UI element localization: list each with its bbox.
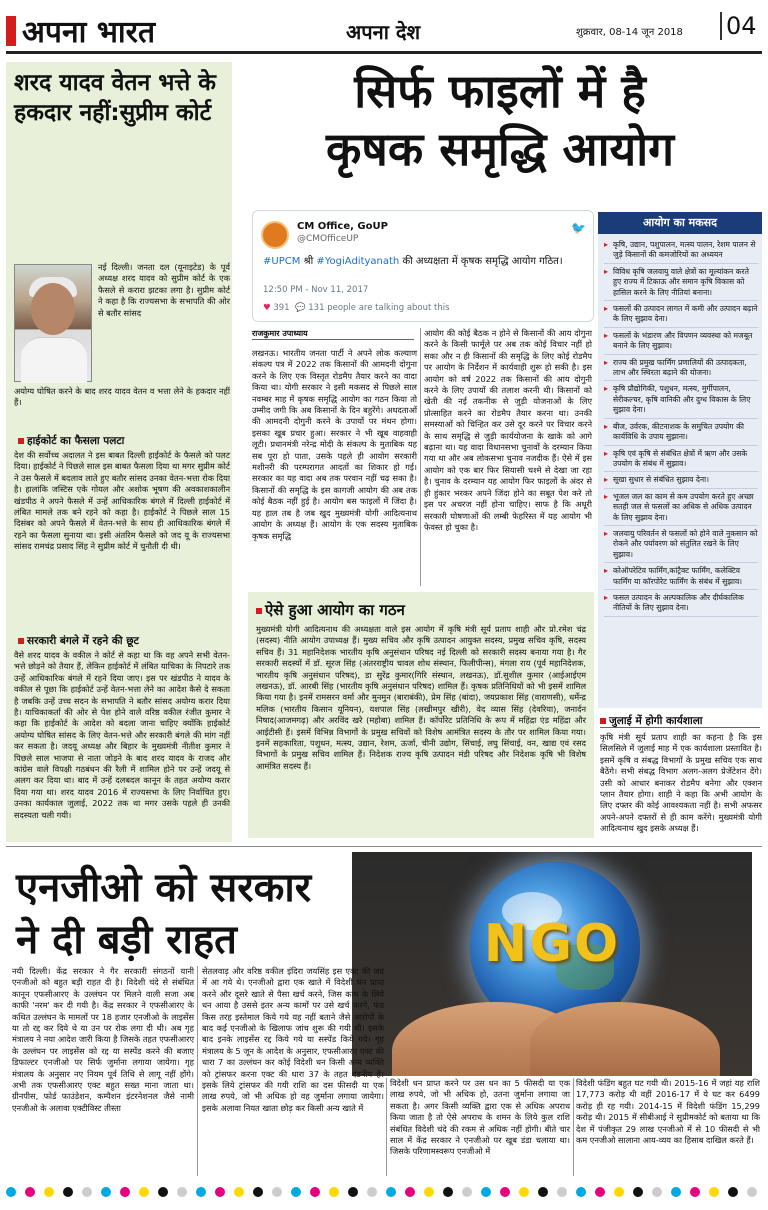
- registration-dot: [310, 1187, 320, 1197]
- heart-icon: ♥: [263, 303, 271, 313]
- registration-dot: [158, 1187, 168, 1197]
- registration-dot: [120, 1187, 130, 1197]
- registration-dot: [690, 1187, 700, 1197]
- sidebar-story: [6, 62, 232, 842]
- registration-dot: [728, 1187, 738, 1197]
- sidebar-subhead-2: सरकारी बंगले में रहने की छूट: [18, 634, 139, 648]
- hashtag-yogi: #YogiAdityanath: [316, 256, 400, 267]
- tweet-avatar: [261, 221, 289, 249]
- registration-dot: [329, 1187, 339, 1197]
- registration-dot: [614, 1187, 624, 1197]
- column-rule: [573, 1078, 574, 1176]
- ngo-image: [352, 852, 752, 1076]
- ngo-headline: एनजीओ को सरकार ने दी बड़ी राहत: [16, 865, 312, 963]
- list-item: ▸ फसलों के भंडारण और विपणन व्यवस्था को मजबूत बनाने के लिए सुझाव।: [604, 331, 758, 355]
- registration-dot: [101, 1187, 111, 1197]
- ayog-objective-box: [598, 212, 762, 708]
- tweet-likes: 391: [273, 303, 290, 313]
- ngo-article-col-3: विदेशी धन प्राप्त करने पर उस धन का 5 फीसदी या एक लाख रुपये, जो भी अधिक हो, उतना जुर्माना लगाया जा सकता है। अगर किसी व्यक्ति द्वारा एक से अधिक अपराध किया जाता है तो ऐसे अपराध के शमन के लिये कुल राशि संबंधित विदेशी चंदे की रकम से अधिक नहीं होगी। बीते चार साल में केंद्र सरकार ने एनजीओ पर खूब डंडा चलाया था। जिसके परिणामस्वरूप एनजीओ में: [390, 1078, 570, 1157]
- brand-bar: [6, 16, 16, 46]
- registration-dot: [462, 1187, 472, 1197]
- registration-dot: [576, 1187, 586, 1197]
- registration-dot: [595, 1187, 605, 1197]
- brand-text: अपना भारत: [22, 15, 156, 50]
- registration-dot: [557, 1187, 567, 1197]
- sharad-yadav-photo: [14, 264, 92, 382]
- sidebar-intro-cont: अयोग्य घोषित करने के बाद शरद यादव वेतन व भत्ता लेने के हकदार नहीं हैं।: [14, 386, 230, 408]
- registration-dot: [386, 1187, 396, 1197]
- sidebar-body-1: देश की सर्वोच्च अदालत ने इस बाबत दिल्ली हाईकोर्ट के फैसले को पलट दिया। हाईकोर्ट ने पिछले साल इस बाबत फैसला दिया था मगर सुप्रीम कोर्ट ने उस फैसले में बदलाव लाते हुए बतौर सांसद उनका वेतन-भत्ता रोक दिया है। हालांकि जस्टिस एके गोयल और अशोक भूषण की अवकाशकालीन खंडपीठ ने अपने फैसले में उन्हें आधिकारिक बंगले में दिल्ली हाईकोर्ट में लंबित मामले तक बने रहने को कहा है। हाईकोर्ट ने पिछले साल 15 दिसंबर को अपने फैसले में वेतन-भत्ते के साथ ही आधिकारिक बंगले में रहने का फैसला सुनाया था। इसी अंतरिम फैसले को जद यू के राज्यसभा सांसद रामचंद्र प्रसाद सिंह ने सुप्रीम कोर्ट में चुनौती दी थी।: [14, 450, 230, 552]
- registration-dot: [633, 1187, 643, 1197]
- tweet-footer: [263, 303, 450, 313]
- print-registration-dots: [6, 1184, 762, 1200]
- ayog-box-heading: आयोग का मकसद: [598, 212, 762, 234]
- formation-body: मुख्यमंत्री योगी आदित्यनाथ की अध्यक्षता वाले इस आयोग में कृषि मंत्री सूर्य प्रताप शाही और प्रो.रमेश चंद्र (सदस्य) नीति आयोग उपाध्यक्ष हैं। मुख्य सचिव और कृषि उत्पादन आयुक्त सदस्य, प्रमुख सचिव कृषि, सदस्य सचिव हैं। 31 महानिदेशक भारतीय कृषि अनुसंधान परिषद नई दिल्ली को सरकारी सदस्य बनाया गया है। गैर सरकारी सदस्यों में डॉ. सूरज सिंह (अंतरराष्ट्रीय चावल शोध संस्थान, फिलीपीन्स), मंगला राय (पूर्व महानिदेशक, भारतीय कृषि अनुसंधान परिषद), डा सुरेंद्र कुमार(गिरि संस्थान, लखनऊ), डॉ.सुशील कुमार (आईआईएम लखनऊ), डॉ. आरबी सिंह (भारतीय कृषि अनुसंधान परिषद) शामिल हैं। कृषक प्रतिनिधियों को भी इसमें शामिल किया गया है। इनमें रामसरन वर्मा और मुनमुन (बाराबंकी), प्रेम सिंह (बांदा), जयप्रकाश सिंह (वाराणसी), धर्मेन्द्र मलिक (भारतीय किसान यूनियन), यशपाल सिंह (लखीमपुर खीरी), वेद व्यास सिंह (देवरिया), जनार्दन निषाद(आजमगढ़) और अरविंद खरे (महोबा) शामिल हैं। कॉर्पोरेट प्रतिनिधि के रूप में महिंद्रा एंड महिंद्रा और आईटीसी हैं। इसमें विभिन्न विभागों के प्रमुख सचिवों को विशेष आमंत्रित सदस्य के तौर पर शामिल किया गया। इनमें सहकारिता, पशुधन, मत्स्य, उद्यान, रेशम, ऊर्जा, चीनी उद्योग, सिंचाई, लघु सिंचाई, वन, खाद्य एवं रसद विभागों के प्रमुख सचिव शामिल हैं। निदेशक राज्य कृषि उत्पादन मंडी परिषद और निदेशक कृषि भी विशेष आमंत्रित सदस्य हैं।: [256, 624, 586, 771]
- bullet-square-icon: [18, 638, 24, 644]
- right-hand: [530, 1002, 720, 1076]
- section-separator: [6, 846, 762, 847]
- list-item: ▸ राज्य की प्रमुख फार्मिंग प्रणालियों की उत्पादकता, लाभ और स्थिरता बढ़ाने की योजना।: [604, 358, 758, 382]
- list-item: ▸ भूजल जल का काम से कम उपयोग करते हुए अच्छा सतही जल से फसलों का अधिक से अधिक उत्पादन के लिए सुझाव देना।: [604, 492, 758, 526]
- registration-dot: [139, 1187, 149, 1197]
- registration-dot: [215, 1187, 225, 1197]
- main-headline-line-1: सिर्फ फाइलों में है: [354, 64, 646, 118]
- bullet-square-icon: [256, 608, 262, 614]
- list-item: ▸ कोऑपरेटिव फार्मिंग,कांट्रैक्ट फार्मिंग, कलेक्टिव फार्मिंग या कॉरपोरेट फार्मिंग के संबंध में सुझाव।: [604, 566, 758, 590]
- list-item: ▸ विविध कृषि जलवायु वाले क्षेत्रों का मूल्यांकन करते हुए राज्य में टिकाऊ और समान कृषि विकास को हासिल करने के लिए नीतियां बनाना।: [604, 267, 758, 301]
- registration-dot: [272, 1187, 282, 1197]
- byline: राजकुमार उपाध्याय: [252, 329, 308, 338]
- registration-dot: [196, 1187, 206, 1197]
- ayog-formation-box: [248, 592, 594, 838]
- bullet-square-icon: [18, 438, 24, 444]
- registration-dot: [481, 1187, 491, 1197]
- sidebar-headline: शरद यादव वेतन भत्ते के हकदार नहीं:सुप्रीम कोर्ट: [14, 70, 216, 126]
- list-item: ▸ सूखा सुधार से संबंधित सुझाव देना।: [604, 475, 758, 488]
- registration-dot: [6, 1187, 16, 1197]
- dateline: शुक्रवार, 08-14 जून 2018: [576, 27, 683, 38]
- list-item: ▸ जलवायु परिवर्तन से फसलों को होने वाले नुकसान को रोकने और पर्यावरण को संतुलित रखने के लिए सुझाव।: [604, 529, 758, 563]
- sidebar-intro: नई दिल्ली। जनता दल (यूनाइटेड) के पूर्व अध्यक्ष शरद यादव को सुप्रीम कोर्ट के एक फैसले से करारा झटका लगा है। सुप्रीम कोर्ट ने कहा है कि राज्यसभा के सभापति की ओर से बतौर सांसद: [98, 262, 230, 318]
- registration-dot: [671, 1187, 681, 1197]
- list-item: ▸ बीज, उर्वरक, कीटनाशक के समुचित उपयोग की कार्यविधि के उपाय सुझाना।: [604, 422, 758, 446]
- hashtag-upcm: #UPCM: [263, 256, 301, 267]
- tweet-time: 12:50 PM - Nov 11, 2017: [263, 285, 369, 295]
- sidebar-subhead-1: हाईकोर्ट का फैसला पलटा: [18, 434, 124, 448]
- registration-dot: [177, 1187, 187, 1197]
- formation-title: ऐसे हुआ आयोग का गठन: [256, 600, 405, 620]
- july-workshop-body: कृषि मंत्री सूर्य प्रताप शाही का कहना है कि इस सिलसिले में जुलाई माह में एक कार्यशाला प्रस्तावित है। इसमें कृषि व संबद्ध विभागों के प्रमुख सचिव एक साथ बैठेंगे। सभी संबद्ध विभाग अलग-अलग प्रेजेंटेशन देंगे। उसी को आधार बनाकर रोडमैप बनेगा और एक्शन प्लान तैयार होगा। शाही ने कहा कि अभी आयोग के लिए दफ्तर की कोई आवश्यकता नहीं है। सभी अफसर अपने-अपने दफ्तरों से ही काम करेंगे। मुख्यमंत्री योगी आदित्यनाथ खुद इसके अध्यक्ष हैं।: [600, 732, 762, 834]
- comment-icon: 💬: [294, 303, 306, 313]
- masthead: [6, 8, 762, 54]
- column-rule: [420, 328, 421, 586]
- registration-dot: [747, 1187, 757, 1197]
- list-item: ▸ कृषि, उद्यान, पशुपालन, मत्स्य पालन, रेशम पालन से जुड़े किसानों की कमजोरियों का अध्ययन: [604, 240, 758, 264]
- registration-dot: [405, 1187, 415, 1197]
- ngo-article-col-2: सेतलवाड़ और वरिष्ठ वकील इंदिरा जयसिंह इस एक्ट की जद में आ गये थे। एनजीओ द्वारा एक खाते में विदेशी धन प्राप्त करने और दूसरे खाते से पैसा खर्च करने, जिस काम के लिये धन आया है उससे इतर अन्य कामों पर उसे खर्च करने, फंड किस तरह इस्तेमाल किये गये यह नहीं बताने जैसे आरोपों के बाद कई एनजीओ के खिलाफ जांच शुरू की गयी थी। इसके बाद इनके लाइसेंस रद्द किये गये या सस्पेंड किये गये। गृह मंत्रालय के 5 जून के आदेश के अनुसार, एफसीआरए एक्ट की धारा 7 का उल्लंघन कर कोई विदेशी धन किसी अन्य व्यक्ति को ट्रांसफर करना एक्ट की धारा 37 के तहत दंडनीय है। इसके लिये ट्रांसफर की गयी राशि का दस फीसदी या एक लाख रुपये, जो भी अधिक हो वह जुर्माना लगाया जायेगा। इसके अलावा नियत खाता छोड़ कर किसी अन्य खाते में: [202, 966, 384, 1113]
- tweet-talking: 131 people are talking about this: [308, 303, 450, 313]
- registration-dot: [44, 1187, 54, 1197]
- page-number: 04: [720, 12, 757, 40]
- list-item: ▸ कृषि प्रौद्योगिकी, पशुधन, मत्स्य, मुर्गीपालन, सेरीकल्चर, कृषि वानिकी और दुग्ध विकास के लिए सुझाव देना।: [604, 384, 758, 418]
- registration-dot: [82, 1187, 92, 1197]
- ayog-objective-list: [604, 240, 758, 620]
- section-title: अपना देश: [346, 20, 421, 44]
- ngo-image-word: NGO: [483, 914, 621, 974]
- main-article-col-2: आयोग की कोई बैठक न होने से किसानों की आय दोगुना करने के किसी फार्मूले पर अब तक कोई विचार नहीं हो सका और न ही किसानों की समृद्धि के लिए कोई रोडमैप पर आयोग के निर्देशन में कार्यवाही शुरू हो सकी है। इस आयोग को वर्ष 2022 तक किसानों की आय दोगुनी करने के लिए उपायों की तलाश करनी थी। किसानों को खेती की नई तकनीक से जुड़ी योजनाओं के लिए प्रोत्साहित करने का रोडमैप तैयार करना था। उनकी समस्याओं को चिन्हित कर उसे दूर करने पर विचार करने के साथ समृद्धि से जुड़ी कार्ययोजना के खाके को आगे बढ़ाना था। यह वादा विधानसभा चुनावों के दरम्यान किया गया था और अब लोकसभा चुनाव नजदीक हैं। ऐसे में इस आयोग को एक बार फिर सियासी चश्मे से देखा जा रहा है। चुनाव के दरम्यान यह आयोग फिर फाइलों के अंदर से ही हुंकार भरकर अपने जिंदा होने का सबूत पेश करे तो इस पर अचरज नहीं होना चाहिए। साफ है कि अधूरी सरकारी घोषणाओं की लम्बी फेहरिस्त में यह आयोग भी फेवस्त हो चुका है।: [424, 328, 592, 532]
- list-item: ▸ कृषि एवं कृषि से संबंधित क्षेत्रों में ऋण और उसके उपयोग के संबंध में सुझाव।: [604, 449, 758, 473]
- tweet-card: [252, 210, 594, 322]
- registration-dot: [63, 1187, 73, 1197]
- july-workshop-heading: जुलाई में होगी कार्यशाला: [600, 714, 703, 728]
- registration-dot: [709, 1187, 719, 1197]
- list-item: ▸ फसल उत्पादन के अल्पकालिक और दीर्घकालिक नीतियों के लिए सुझाव देना।: [604, 593, 758, 617]
- tweet-name: CM Office, GoUP: [297, 221, 388, 232]
- registration-dot: [519, 1187, 529, 1197]
- main-article-col-1: लखनऊ। भारतीय जनता पार्टी ने अपने लोक कल्याण संकल्प पत्र में 2022 तक किसानों की आमदनी दोगुना करने के लिए एक विस्तृत रोडमैप तैयार करने का वादा किया था। योगी सरकार ने इसी मकसद से पिछले साल नवम्बर माह में कृषक समृद्धि आयोग का गठन किया तो उम्मीद जगी कि अब किसानों के दिन बहुरेंगे। अधदताओं की आमदनी दोगुनी करने के उपायों पर मंथन होगा। इसका खूब प्रचार हुआ। सरकार ने भी खूब वाहवाही लूटी। प्रधानमंत्री नरेन्द्र मोदी के संकल्प के मुताबिक यह सब पूरा हो पाता, उसके पहले ही आयोग सरकारी मशीनरी की परम्परागत आदतों का शिकार हो गई। सरकार का यह वादा अब तक परवान नहीं चढ़ सका है। किसानों की समृद्धि के इस कागजी आयोग की अब तक कोई बैठक नहीं हुई है। आयोग बस फाइलों में जिंदा है। यह हाल तब है जब खुद मुख्यमंत्री योगी आदित्यनाथ आयोग के अध्यक्ष हैं। आयोग के एक सदस्य मुताबिक कृषक समृद्धि: [252, 348, 417, 541]
- registration-dot: [367, 1187, 377, 1197]
- main-headline-line-2: कृषक समृद्धि आयोग: [325, 122, 675, 176]
- ngo-article-col-1: नयी दिल्ली। केंद्र सरकार ने गैर सरकारी संगठनों यानी एनजीओ को बहुत बड़ी राहत दी है। विदेशी चंदे से संबंधित कानून एफसीआरए के उल्लंघन पर मिलने वाली सजा अब काफी 'नरम' कर दी गयी है। केंद्र सरकार ने एफसीआरए के कथित उल्लंघन के मामलों पर 18 हजार एनजीओ के लाइसेंस या तो रद्द कर दिये थे या उन पर रोक लगा दी थी। अब गृह मंत्रालय ने नया आदेश जारी किया है जिसके तहत एफसीआरए के उल्लंघन पर लाइसेंस को रद्द या सस्पेंड करने की बजाए डिफाल्टर एनजीओ पर सिर्फ जुर्माना लगाया जायेगा। गृह मंत्रालय के अनुसार नए नियम पूर्व तिथि से लागू नहीं होंगे। अभी तक एफसीआरए एक्ट बहुत सख्त माना जाता था। ग्रीनपीस, फोर्ड फाउंडेशन, कम्पैशन इंटरनेशनल जैसे नामी एनजीओ के अलावा एक्टीविस्ट तीस्ता: [12, 966, 194, 1113]
- tweet-handle: @CMOfficeUP: [297, 234, 359, 244]
- registration-dot: [652, 1187, 662, 1197]
- registration-dot: [538, 1187, 548, 1197]
- bullet-square-icon: [600, 718, 606, 724]
- registration-dot: [443, 1187, 453, 1197]
- july-rule: [600, 727, 760, 728]
- ngo-article-col-4: विदेशी फंडिंग बहुत घट गयी थी। 2015-16 में जहां यह राशि 17,773 करोड़ थी वहीं 2016-17 में ये घट कर 6499 करोड़ ही रह गयी। 2014-15 में विदेशी फंडिंग 15,299 करोड़ थी। 2015 में सीबीआई ने सुप्रीमकोर्ट को बताया था कि देश में पंजीकृत 29 लाख एनजीओ में से 10 फीसदी से भी कम एनजीओ सालाना आय-व्यय का हिसाब दाखिल करते हैं।: [576, 1078, 760, 1146]
- twitter-bird-icon: 🐦: [571, 221, 586, 235]
- registration-dot: [500, 1187, 510, 1197]
- brand-logo: [6, 10, 155, 51]
- registration-dot: [253, 1187, 263, 1197]
- sidebar-body-2: वैसे शरद यादव के वकील ने कोर्ट से कहा था कि वह अपने सभी वेतन-भत्ते छोड़ने को तैयार हैं, लेकिन हाईकोर्ट में लंबित याचिका के निपटारे तक उन्हें आधिकारिक बंगले में रहने दिया जाए। इस पर खंडपीठ ने यादव के वकील से पूछा कि हाईकोर्ट उन्हें वेतन-भत्ता लेने का आदेश कैसे दे सकता है जबकि उन्हें उच्च सदन के सभापति ने बतौर सांसद अयोग्य करार दिया है। याचिकाकर्ता की ओर से पेश होने वाले वरिष्ठ वकील रंजीत कुमार ने कहा कि हाईकोर्ट के आदेश को बदला जाना चाहिए क्योंकि हाईकोर्ट अयोग्य घोषित सांसद के लिए वेतन-भत्ते और सरकारी बंगले की मांग नहीं कर सकता है। जदयू अध्यक्ष और बिहार के मुख्यमंत्री नीतीश कुमार ने पिछले साल भाजपा से नाता जोड़ने के बाद शरद यादव के राजद और कांग्रेस वाले विपक्षी गठबंधन की रैली में शामिल होने पर उन्हें जदयू से अलग कर दिया था। बाद में उन्हें दलबदल कानून के तहत अयोग्य करार दिया गया था। शरद यादव 2016 में राज्यसभा के लिए निर्वाचित हुए। उनका कार्यकाल जुलाई, 2022 तक था मगर उसके पहले ही उनकी सदस्यता चली गयी।: [14, 650, 230, 820]
- byline-rule: [252, 339, 414, 340]
- registration-dot: [234, 1187, 244, 1197]
- tweet-body: #UPCM श्री #YogiAdityanath की अध्यक्षता में कृषक समृद्धि आयोग गठित।: [263, 256, 563, 267]
- registration-dot: [291, 1187, 301, 1197]
- registration-dot: [25, 1187, 35, 1197]
- column-rule: [197, 966, 198, 1176]
- registration-dot: [424, 1187, 434, 1197]
- registration-dot: [348, 1187, 358, 1197]
- column-rule: [386, 1078, 387, 1176]
- list-item: ▸ फसलों की उत्पादन लागत में कमी और उत्पादन बढ़ाने के लिए सुझाव देना।: [604, 304, 758, 328]
